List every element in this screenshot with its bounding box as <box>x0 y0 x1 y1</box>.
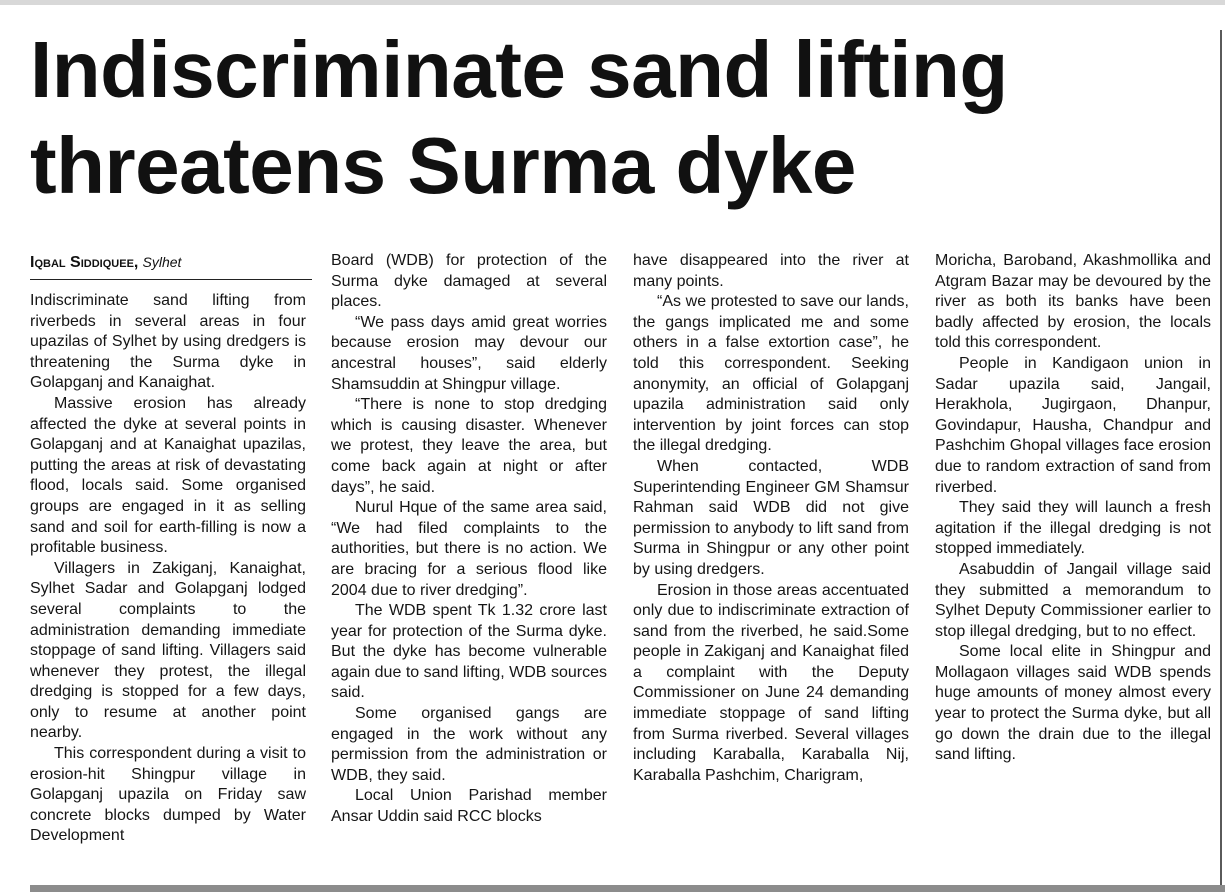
article-paragraph: Massive erosion has already affected the dyke at several points in Golapganj and at Kanaighat upazilas, putting the areas at risk of devastating flood, locals said. Some organised groups are engaged in it as selling sand and soil for earth-filling is now a profitable business. <box>30 394 306 557</box>
article-paragraph: Board (WDB) for protection of the Surma dyke damaged at several places. <box>331 252 607 311</box>
article-paragraph: People in Kandigaon union in Sadar upazila said, Jangail, Herakhola, Jugirgaon, Dhanpur, Govindapur, Hausha, Chandpur and Pashchim Ghopal villages face erosion due to random extraction of sand from riverbed. <box>935 354 1211 496</box>
article-paragraph: “There is none to stop dredging which is causing disaster. Whenever we protest, they leave the area, but come back again at night or after days”, he said. <box>331 396 607 496</box>
article-paragraph: When contacted, WDB Superintending Engineer GM Shamsur Rahman said WDB did not give permission to anybody to lift sand from Surma in Shingpur or any other point by using dredgers. <box>633 457 909 578</box>
article-paragraph: Local Union Parishad member Ansar Uddin said RCC blocks <box>331 787 607 826</box>
article-paragraph: “As we protested to save our lands, the gangs implicated me and some others in a false extortion case”, he told this correspondent. Seeking anonymity, an official of Golapganj upazila administration said only intervention by joint forces can stop the illegal dredging. <box>633 293 909 455</box>
article-paragraph: Indiscriminate sand lifting from riverbeds in several areas in four upazilas of Sylhet by using dredgers is threatening the Surma dyke in Golapganj and Kanaighat. <box>30 292 306 392</box>
article-column-2 <box>331 251 607 828</box>
article-paragraph: The WDB spent Tk 1.32 crore last year for protection of the Surma dyke. But the dyke has become vulnerable again due to sand lifting, WDB sources said. <box>331 602 607 702</box>
article-paragraph: “We pass days amid great worries because erosion may devour our ancestral houses”, said elderly Shamsuddin at Shingpur village. <box>331 313 607 393</box>
article-paragraph: They said they will launch a fresh agitation if the illegal dredging is not stopped immediately. <box>935 499 1211 558</box>
bottom-border-rule <box>30 885 1225 892</box>
headline-line-1: Indiscriminate sand lifting <box>30 25 1008 114</box>
article-paragraph: Some organised gangs are engaged in the work without any permission from the administration or WDB, they said. <box>331 705 607 784</box>
headline-line-2: threatens Surma dyke <box>30 121 856 210</box>
article-paragraph: Erosion in those areas accentuated only due to indiscriminate extraction of sand from the riverbed, he said.Some people in Zakiganj and Kanaighat filed a complaint with the Deputy Commissioner on June 24 demanding immediate stoppage of sand lifting from Surma riverbed. Several villages including Karaballa, Karaballa Nij, Karaballa Pashchim, Charigram, <box>633 581 909 784</box>
article-paragraph: have disappeared into the river at many points. <box>633 252 909 290</box>
article-column-1 <box>30 291 306 847</box>
top-border-rule <box>0 0 1225 5</box>
article-paragraph: This correspondent during a visit to erosion-hit Shingpur village in Golapganj upazila on Friday saw concrete blocks dumped by Water Development <box>30 745 306 845</box>
article-paragraph: Villagers in Zakiganj, Kanaighat, Sylhet Sadar and Golapganj lodged several complaints to the administration demanding immediate stoppage of sand lifting. Villagers said whenever they protest, the illegal dredging is stopped for a few days, only to resume at another point nearby. <box>30 559 306 742</box>
byline-divider <box>30 279 312 280</box>
article-paragraph: Moricha, Baroband, Akashmollika and Atgram Bazar may be devoured by the river as both its banks have been badly affected by erosion, the locals told this correspondent. <box>935 252 1211 352</box>
article-paragraph: Asabuddin of Jangail village said they submitted a memorandum to Sylhet Deputy Commissioner earlier to stop illegal dredging, but to no effect. <box>935 560 1211 640</box>
article-paragraph: Nurul Hque of the same area said, “We had filed complaints to the authorities, but there is no action. We are bracing for a serious flood like 2004 due to river dredging”. <box>331 499 607 599</box>
article-paragraph: Some local elite in Shingpur and Mollagaon villages said WDB spends huge amounts of money almost every year to protect the Surma dyke, but all go down the drain due to the illegal sand lifting. <box>935 643 1211 764</box>
byline-author: Iqbal Siddiquee, <box>30 254 139 271</box>
byline <box>30 252 312 273</box>
article-column-4 <box>935 251 1211 766</box>
byline-place: Sylhet <box>142 254 182 270</box>
article-column-3 <box>633 251 909 786</box>
right-border-rule <box>1220 30 1222 885</box>
article-headline <box>30 22 1215 214</box>
